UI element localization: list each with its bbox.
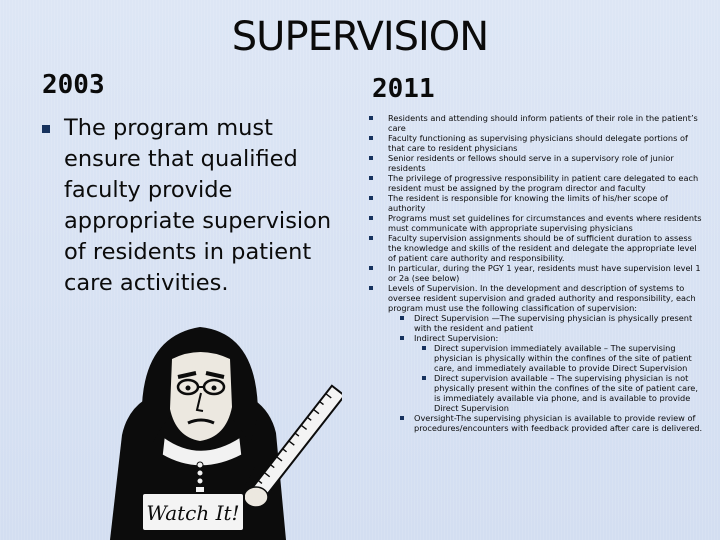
indirect-levels-list: [414, 343, 706, 413]
level-direct: Direct Supervision —The supervising physician is physically present with the resident and patient: [388, 313, 706, 333]
bullet-square-icon: [369, 286, 373, 290]
bullet-square-icon: [369, 116, 373, 120]
list-item: Residents and attending should inform patients of their role in the patient’s care: [366, 113, 706, 133]
list-item: Faculty supervision assignments should be of sufficient duration to assess the knowledge and skills of the resident and delegate the appropriate level of patient care authority and responsibility.: [366, 233, 706, 263]
bullet-square-icon: [422, 346, 426, 350]
level-indirect-immediate: Direct supervision immediately available – The supervising physician is physically within the confines of the site of patient care, and immediately available to provide Direct Supervision: [414, 343, 706, 373]
bullet-square-icon: [369, 216, 373, 220]
level-oversight: Oversight-The supervising physician is available to provide review of procedures/encounters with feedback provided after care is delivered.: [388, 413, 706, 433]
bullet-square-icon: [400, 416, 404, 420]
nun-with-ruler-illustration: [80, 315, 342, 540]
requirements-2011-list: [366, 113, 706, 433]
slide-title: SUPERVISION: [231, 14, 489, 60]
bullet-square-icon: [369, 196, 373, 200]
bullet-square-icon: [422, 376, 426, 380]
illustration-caption: Watch It!: [146, 501, 240, 525]
list-item: Faculty functioning as supervising physicians should delegate portions of that care to resident physicians: [366, 133, 706, 153]
bullet-square-icon: [369, 176, 373, 180]
bullet-square-icon: [369, 136, 373, 140]
bullet-square-icon: [400, 316, 404, 320]
bullet-square-icon: [42, 125, 50, 133]
list-item: Levels of Supervision. In the development and description of systems to oversee resident supervision and graded authority and responsibility, each program must use the following classification of supervision: Direct Supervision —The supervising physician is physically present with the resident and patient Indirect Supervision: Direct supervision immediately available – The supervising physician is physically within the confines of the site of patient care, and immediately available to provide Direct Supervision Direct supervision available – The supervising physician is not physically present within the confines of the site of patient care, is immediately available via phone, and is available to provide Direct Supervision Oversight-The supervising physician is available to provide review of procedures/encounters with feedback provided after care is delivered.: [366, 283, 706, 433]
bullet-square-icon: [369, 236, 373, 240]
bullet-square-icon: [400, 336, 404, 340]
list-item: Senior residents or fellows should serve in a supervisory role of junior residents: [366, 153, 706, 173]
year-heading-2003: 2003: [42, 70, 105, 100]
level-indirect: Indirect Supervision: Direct supervision immediately available – The supervising physician is physically within the confines of the site of patient care, and immediately available to provide Direct Supervision Direct supervision available – The supervising physician is not physically present within the confines of the site of patient care, is immediately available via phone, and is available to provide Direct Supervision: [388, 333, 706, 413]
list-item: In particular, during the PGY 1 year, residents must have supervision level 1 or 2a (see below): [366, 263, 706, 283]
list-item: Programs must set guidelines for circumstances and events where residents must communicate with appropriate supervising physicians: [366, 213, 706, 233]
list-item: The privilege of progressive responsibility in patient care delegated to each resident must be assigned by the program director and faculty: [366, 173, 706, 193]
requirement-2003-text: The program must ensure that qualified faculty provide appropriate supervision of residents in patient care activities.: [64, 115, 332, 296]
level-indirect-available: Direct supervision available – The supervising physician is not physically present within the confines of the site of patient care, is immediately available via phone, and is available to provide Direct Supervision: [414, 373, 706, 413]
year-heading-2011: 2011: [372, 74, 435, 104]
list-item: The resident is responsible for knowing the limits of his/her scope of authority: [366, 193, 706, 213]
bullet-square-icon: [369, 266, 373, 270]
bullet-square-icon: [369, 156, 373, 160]
supervision-levels-list: [388, 313, 706, 433]
